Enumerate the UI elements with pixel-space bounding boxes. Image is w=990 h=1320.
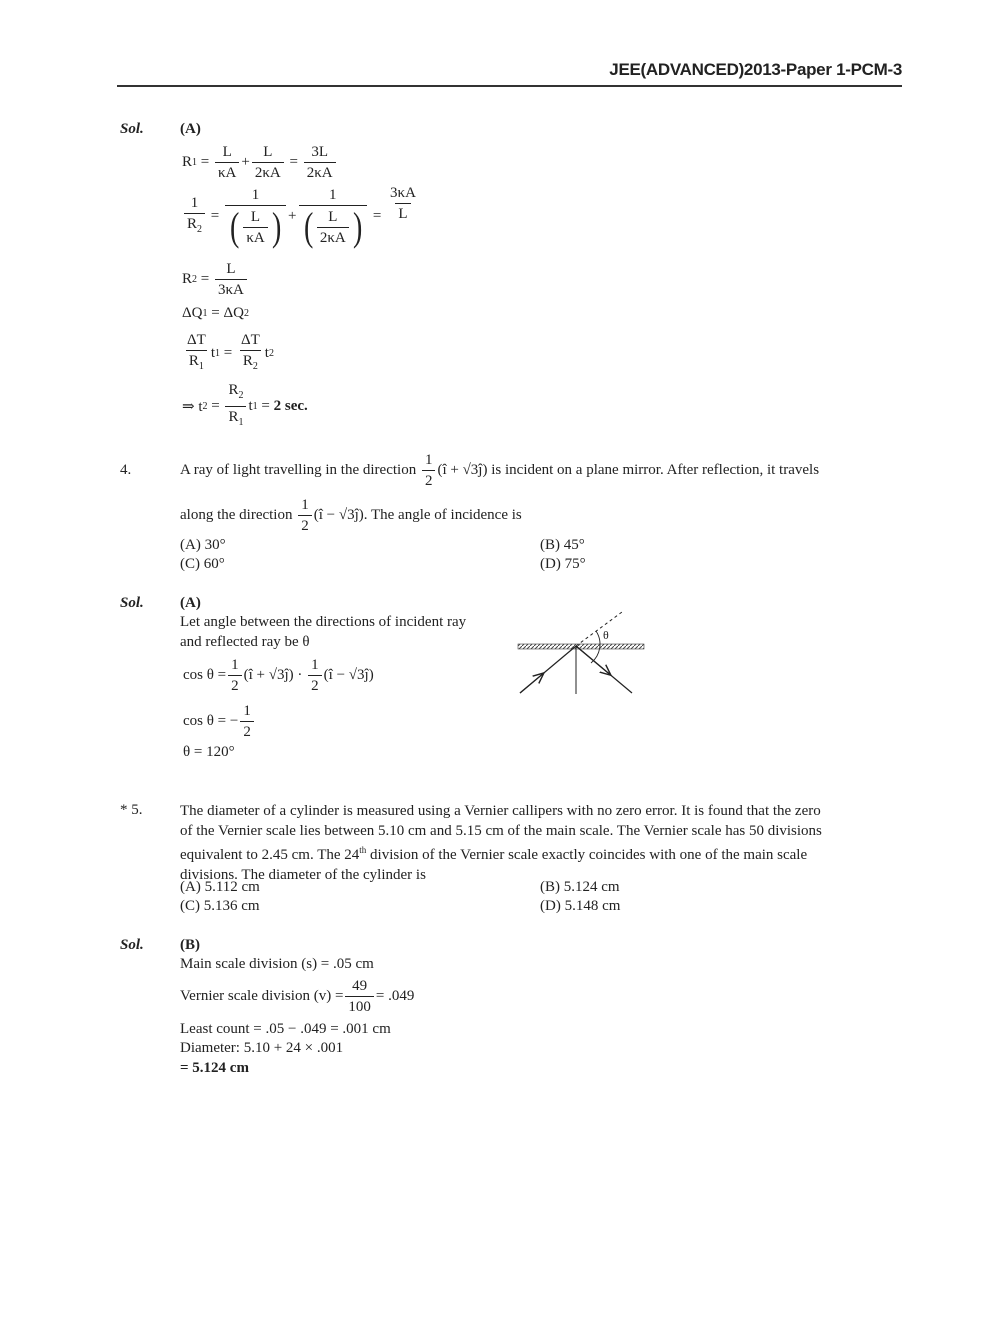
fraction: $\frac{1}{2}$ (228, 656, 242, 695)
header-rule (117, 85, 902, 87)
fraction: 1 ( $\frac{L}{\kappa A}$ ) (225, 186, 286, 247)
sol-label: Sol. (120, 121, 144, 137)
sol-label: Sol. (120, 595, 144, 611)
extended-incident-dashed (576, 612, 622, 646)
fraction: $\frac{L}{3\kappa A}$ (215, 260, 247, 299)
reflected-arrow (576, 646, 610, 675)
page-header-title: JEE(ADVANCED)2013-Paper 1-PCM-3 (609, 60, 902, 79)
final-answer: = 5.124 cm (180, 1060, 249, 1076)
final-answer: 2 sec. (273, 398, 308, 414)
fraction: $\frac{1}{2}$ (308, 656, 322, 695)
theta-result: θ = 120° (183, 744, 235, 760)
sol-answer: (A) (180, 595, 201, 611)
fraction: $\frac{\Delta T}{R_1}$ (184, 331, 209, 376)
fraction: $\frac{\Delta T}{R_2}$ (238, 331, 263, 376)
theta-label: θ (603, 628, 609, 642)
equation-r2-inverse: $\frac{1}{R_2}$ = 1 ( $\frac{L}{\kappa A}$ ) + 1 ( $\frac{L}{2\kappa A}$ ) = $\frac{3\kappa A}{L}$ (182, 186, 421, 247)
sol-text: and reflected ray be θ (180, 634, 310, 650)
fraction: $\frac{1}{2}$ (240, 702, 254, 741)
sol-text: Least count = .05 − .049 = .001 cm (180, 1021, 391, 1037)
fraction: $\frac{R_2}{R_1}$ (225, 381, 246, 432)
fraction: $\frac{1}{R_2}$ (184, 194, 205, 239)
equation-vernier: Vernier scale division (v) = $\frac{49}{100}$ = .049 (180, 978, 415, 1015)
option-b: (B) 5.124 cm (540, 879, 620, 895)
incident-arrow (520, 674, 543, 693)
equation-r2: R 2 = $\frac{L}{3\kappa A}$ (182, 260, 249, 299)
fraction: $\frac{3\kappa A}{L}$ (390, 185, 416, 222)
fraction: $\frac{49}{100}$ (345, 977, 374, 1016)
fraction: $\frac{1}{2}$ (422, 451, 436, 490)
equation-cos: cos θ = $\frac{1}{2}$ (î + √3ĵ) · $\frac{1}{2}$ (î − √3ĵ) (183, 657, 374, 694)
question-5-text: The diameter of a cylinder is measured using a Vernier callipers with no zero error. It is found that the zero of the Vernier scale lies between 5.10 cm and 5.15 cm of the main scale. The Vernier scale has 50 divisions equivalent to 2.45 cm. The 24th division of the Vernier scale exactly coincides with one of the main scale divisions. The diameter of the cylinder is (180, 803, 822, 883)
sol-answer: (B) (180, 937, 200, 953)
equation-r1: R 1 = $\frac{L}{\kappa A}$ + $\frac{L}{2\kappa A}$ = $\frac{3L}{2\kappa A}$ (182, 143, 338, 182)
option-d: (D) 5.148 cm (540, 898, 621, 914)
fraction: $\frac{1}{2}$ (298, 496, 312, 535)
question-number: * 5. (120, 802, 143, 818)
equation-final: ⇒ t 2 = $\frac{R_2}{R_1}$ t 1 = 2 sec. (182, 381, 308, 432)
equation-time: $\frac{\Delta T}{R_1}$ t 1 = $\frac{\Delta T}{R_2}$ t 2 (182, 331, 274, 376)
r1-sub: 1 (192, 157, 198, 168)
mirror-surface (518, 644, 644, 649)
question-number: 4. (120, 462, 132, 478)
fraction: $\frac{L}{\kappa A}$ (215, 143, 239, 182)
option-b: (B) 45° (540, 537, 585, 553)
mirror-diagram (510, 606, 655, 698)
option-d: (D) 75° (540, 556, 586, 572)
option-c: (C) 60° (180, 556, 225, 572)
sol-text: Let angle between the directions of incident ray (180, 614, 467, 630)
option-c: (C) 5.136 cm (180, 898, 260, 914)
fraction: $\frac{L}{2\kappa A}$ (252, 143, 284, 182)
option-a: (A) 5.112 cm (180, 879, 260, 895)
sol-answer: (A) (180, 121, 201, 137)
question-4-line1: A ray of light travelling in the direction $\frac{1}{2}$ (î + √3ĵ) is incident on a plane mirror. After reflection, it travels (180, 452, 820, 489)
r1-symbol: R (182, 154, 193, 170)
sol-label: Sol. (120, 937, 144, 953)
fraction: $\frac{3L}{2\kappa A}$ (304, 143, 336, 182)
question-4-line2: along the direction $\frac{1}{2}$ (î − √3ĵ) . The angle of incidence is (180, 497, 522, 534)
option-a: (A) 30° (180, 537, 226, 553)
equation-heat: ΔQ 1 = ΔQ 2 (182, 305, 249, 321)
fraction: 1 ( $\frac{L}{2\kappa A}$ ) (299, 186, 368, 247)
sol-text: Diameter: 5.10 + 24 × .001 (180, 1040, 344, 1056)
sol-text: Main scale division (s) = .05 cm (180, 956, 374, 972)
equation-cos-value: cos θ = − $\frac{1}{2}$ (183, 702, 256, 741)
